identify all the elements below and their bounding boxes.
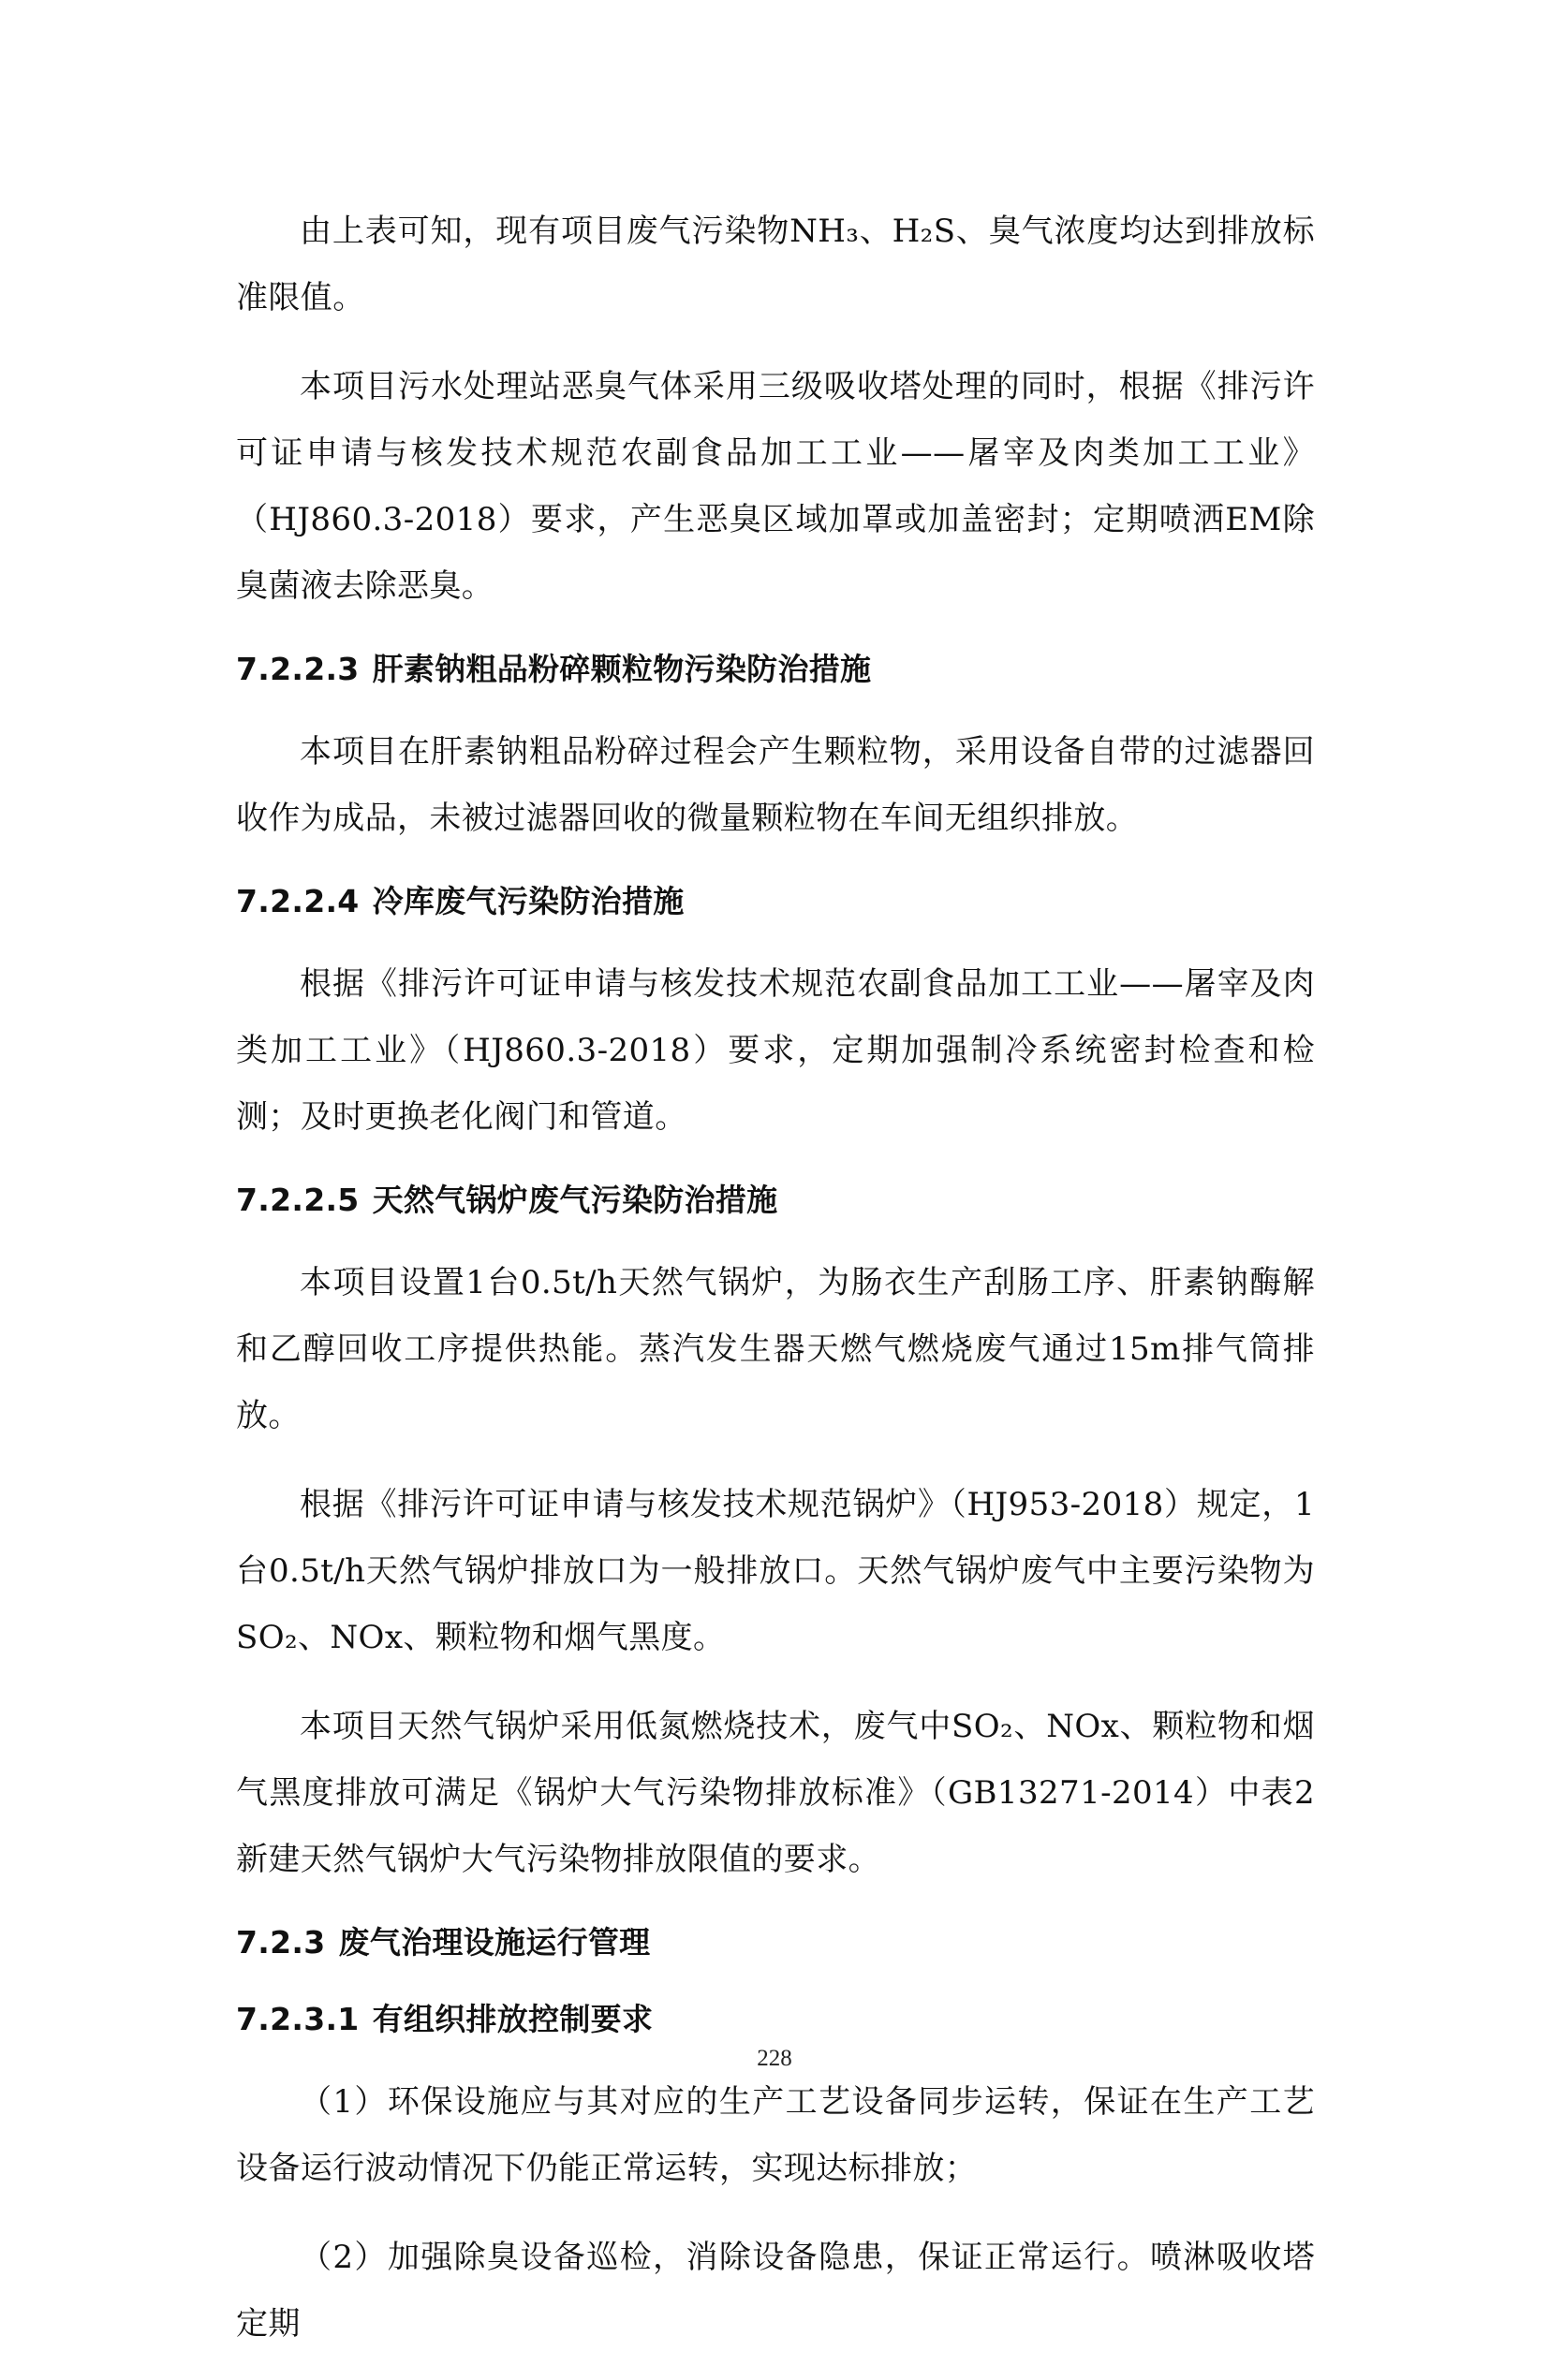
- section-heading-cold-storage: [236, 874, 1315, 929]
- section-heading-organized-emission: [236, 1992, 1315, 2047]
- paragraph-requirement-1: （1）环保设施应与其对应的生产工艺设备同步运转，保证在生产工艺设备运行波动情况下仍能正常运转，实现达标排放；: [236, 2083, 1315, 2187]
- section-number: 7.2.2.4: [236, 883, 360, 919]
- section-heading-operation-management: [236, 1916, 1315, 1970]
- section-title: 有组织排放控制要求: [372, 2001, 654, 2037]
- section-title: 肝素钠粗品粉碎颗粒物污染防治措施: [372, 651, 872, 687]
- paragraph-odor-control: 本项目污水处理站恶臭气体采用三级吸收塔处理的同时，根据《排污许可证申请与核发技术规范农副食品加工工业——屠宰及肉类加工工业》（HJ860.3-2018）要求，产生恶臭区域加罩或加盖密封；定期喷洒EM除臭菌液去除恶臭。: [236, 368, 1315, 605]
- section-title: 废气治理设施运行管理: [338, 1924, 651, 1961]
- paragraph-boiler-permit: 根据《排污许可证申请与核发技术规范锅炉》（HJ953-2018）规定，1台0.5t/h天然气锅炉排放口为一般排放口。天然气锅炉废气中主要污染物为SO₂、NOx、颗粒物和烟气黑度。: [236, 1486, 1315, 1656]
- section-number: 7.2.3.1: [236, 2001, 360, 2037]
- page-number: 228: [757, 2046, 792, 2071]
- section-title: 天然气锅炉废气污染防治措施: [372, 1182, 778, 1218]
- section-number: 7.2.2.5: [236, 1182, 360, 1218]
- section-heading-gas-boiler: [236, 1173, 1315, 1227]
- paragraph-requirement-2: （2）加强除臭设备巡检，消除设备隐患，保证正常运行。喷淋吸收塔定期: [236, 2239, 1315, 2343]
- section-heading-heparin-particulate: [236, 642, 1315, 697]
- section-title: 冷库废气污染防治措施: [372, 883, 685, 919]
- paragraph-cold-storage-measures: 根据《排污许可证申请与核发技术规范农副食品加工工业——屠宰及肉类加工工业》（HJ860.3-2018）要求，定期加强制冷系统密封检查和检测；及时更换老化阀门和管道。: [236, 965, 1315, 1136]
- paragraph-boiler-emissions: 本项目天然气锅炉采用低氮燃烧技术，废气中SO₂、NOx、颗粒物和烟气黑度排放可满足《锅炉大气污染物排放标准》（GB13271-2014）中表2新建天然气锅炉大气污染物排放限值的要求。: [236, 1708, 1315, 1878]
- paragraph-boiler-setup: 本项目设置1台0.5t/h天然气锅炉，为肠衣生产刮肠工序、肝素钠酶解和乙醇回收工序提供热能。蒸汽发生器天燃气燃烧废气通过15m排气筒排放。: [236, 1264, 1315, 1434]
- paragraph-particulate-measures: 本项目在肝素钠粗品粉碎过程会产生颗粒物，采用设备自带的过滤器回收作为成品，未被过滤器回收的微量颗粒物在车间无组织排放。: [236, 733, 1315, 837]
- section-number: 7.2.3: [236, 1924, 326, 1961]
- paragraph-exhaust-compliance: 由上表可知，现有项目废气污染物NH₃、H₂S、臭气浓度均达到排放标准限值。: [236, 213, 1315, 316]
- section-number: 7.2.2.3: [236, 651, 360, 687]
